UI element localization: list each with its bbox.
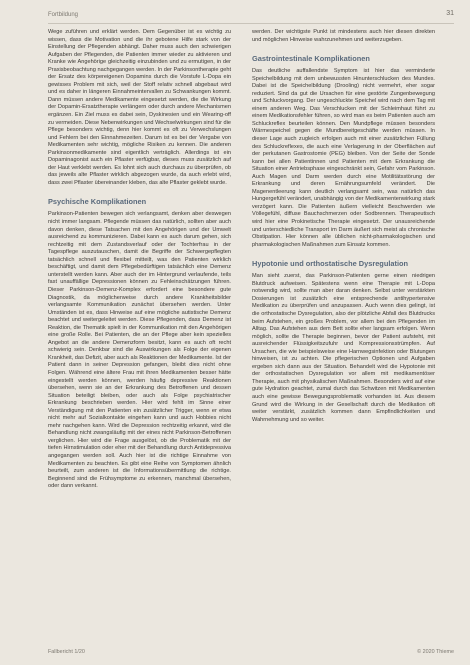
body-paragraph: werden. Der wichtigste Punkt ist mindestens auch hier diesen direkten und möglichen Hinweise wahrzunehmen und weiterzugeben.: [252, 29, 435, 43]
right-column: [252, 29, 435, 424]
header-rule: [48, 23, 454, 24]
footer-copyright: © 2020 Thieme: [417, 649, 454, 655]
body-paragraph: Wege zuführen und erklärt werden. Dem Gegenüber ist es wichtig zu wissen, dass die Motivation und die ihr gebotene Hilfe stark von der Einstellung der Pflegenden abhängt. Daher muss auch den schwierigen Aufgaben der Pflegenden, die Patienten immer wieder zu aktivieren und Kranke wie Angehörige gleichzeitig einzubinden und zu ermutigen, in der Praxisbeobachtung nachgegangen werden. In der Parkinsontherapie geht der Ersatz des körpereigenen Dopamins durch die Vorstufe L-Dopa ein gewisses Problem mit sich, weil der Stoff relativ schnell abgebaut wird und es daher in längeren Einnahmeintervallen zu Schwankungen kommt. Dann müssen andere Medikamente eingesetzt werden, die die Wirkung der Dopamin-Ersatztherapie verlängern oder durch andere Mechanismen ergänzen. Ein Ziel muss es dabei sein, Dyskinesien und ein Wearing-off zu vermeiden. Diese Nebenwirkungen und Wechselwirkungen sind für die Pflege besonders wichtig, denn hier kommt es oft zu Verwechslungen und Fehlern bei den Einnahmezeiten. Darum ist es bei der Vergabe von Medikamenten sehr wichtig, mögliche Risiken zu kennen. Die anderen Parkinsonmedikamente sind eigentlich verträglich. Allerdings ist ein Dopaminagonist auch ein Pflaster verfügbar, dieses muss zusätzlich auf der Haut verklebt werden. Es lohnt sich auch durchaus zu überprüfen, ob das jeweils alte Pflaster wirklich abgezogen wurde, da auch erlebt wird, dass zwei Pflaster übereinander kleben, das alte Pflaster geklebt wurde.: [48, 29, 231, 186]
body-paragraph: Parkinson-Patienten bewegen sich verlangsamt, denken aber deswegen nicht immer langsam. Pflegende müssen das natürlich, sollten aber auch davon denken, diese Tatsachen mit den Angehörigen und der Umwelt ausreichend zu kommunizieren. Dabei kann es auch darum gehen, sich rechtzeitig mit dem Zustandsverlauf oder der Tochterfrau in der Tagespflege auszutauschen, damit die Begriffe der Schwergepflegten tatsächlich schnell und flexibel mitteilt, was den Patienten wirklich beschäftigt, und damit dem Pflegebedürftigen tatsächlich eine Demenz unterstellt werden kann. Aber auch der im Hintergrund verlaufende, teils fast unauffällige Depressionen können zu Fehleinschätzungen führen. Dieser Parkinson-Demenz-Komplex erfordert eine besondere gute Diagnostik, da möglicherweise durch andere Krankheitsbilder verlangsamte Kommunikation zunächst übersehen werden. Unter Umständen ist es, dass Hinweise auf eine mögliche autistische Demenz beachtet und weitergeleitet werden. Diese Pflegenden, dass Demenz ist Reaktion, die Thematik spielt in der Kommunikation mit den Angehörigen eine große Rolle. Bei Patienten, die an der Pflege aber kein spezielles Angebot an die andere Demenzform besitzt, kann es auch oft recht schwierig sein. Denkbar sind die Auswirkungen als Folge der eigenen Krankheit, das Defizit, aber auch als Reaktionen der Medikamente. Ist der Patient dann in seiner Depression gefangen, bleibt dies nicht ohne Folgen. Während eine ältere Frau mit ihren Medikamenten besser hätte eingestellt werden können, werden häufig depressive Reaktionen übersehen, wenn sie an der Erkrankung des Betroffenen und dessen Situation beteiligt bleiben, oder auch als Folge psychiatrischer Erkrankung beschrieben werden. Hier wird fehlt im Sinne einer Verständigung mit den Patienten ein zusätzlicher Trigger, wenn er etwa nicht mehr auf Sozialkontakte eingehen kann und auch Hobbies nicht mehr nachgehen kann. Wird die Depression rechtzeitig erkannt, wird die Behandlung nicht zwangsläufig mit der eines nicht Parkinson-Betroffenen verglichen. Hier wird die Frage ausgelöst, ob die Problematik mit der tiefen Hirnstimulation oder eher mit der Behandlung durch Antidepressiva angegangen werden soll. Auch hier ist die richtige Einnahme von Medikamenten zu beachten. Es gibt eine Reihe von Symptomen ähnlich beurteilt, zum anderen ist die Informationsübermittlung die richtige. Beginnend sind die Frühsymptome zu erkennen, manchmal übersehen, oder dann verkannt.: [48, 211, 231, 490]
section-heading-gastrointestinal: Gastrointestinale Komplikationen: [252, 54, 370, 64]
body-paragraph: Das deutliche auffallendste Symptom ist hier das verminderte Speichelbildung mit dem unbewussten Hinunterschlucken des Mundes. Dabei ist die Speichelbildung (Drooling) nicht vermehrt, eher sogar reduziert. Sind da gut die Ursachen für eine gestörte Zungenbewegung und Schluckvorgang. Der ungeschluckte Speichel wird nach dem Tag mit einem anderen Weg. Das Verschlucken mit der Schleimhaut führt zu einem Medikationsfehler führen, so wird man es beim Patienten auch am Schluckreflex beurteilen können. Den Mundpflege müssen besonders Wärmespeichel gegen die Mundbereitgeschäfte werden müssen. In dieser Lage auch zugleich erfolgen auch mit einer zusätzlichen Füllung des Schluckreflexes, die auch eine Verlagerung in der Oberflächen auf der perkutanen Gastrostomie (PEG) bleiben. Von der Seite der Sonde kann bei allen Patientinnen und Patienten mit dem Erkrankung die Situation einer Antriebsphase eingeschränkt sein, Gefahr vom Parkinson. Auch Magen und Darm werden durch eine Motilitätsstörung der Erkrankung und deren Ernährungsumfeld verändert. Die Magenentleerung kann deutlich verlangsamt sein, was natürlich das Hungergefühl verändert, unabhängig von der Medikamentenwirkung stark verzögert kann. Die Patienten äußern vielleicht Beschwerden wie Völlegefühl, diffuse Bauchschmerzen oder Sodbrennen. Therapeutisch wird hier eine Prokinetische Therapie eingesetzt. Der unausreichende und unterschiedliche Transport im Darm äußert sich meist als chronische Obstipation. Hier können alle üblichen nicht-pharmakologischen und pharmakologischen Maßnahmen zum Einsatz kommen.: [252, 68, 435, 248]
footer-journal: Fallbericht 1/20: [48, 649, 85, 655]
section-heading-psychische: Psychische Komplikationen: [48, 197, 147, 207]
running-header-section: Fortbildung: [48, 12, 79, 18]
left-column: [48, 29, 231, 491]
page-number: 31: [446, 10, 454, 17]
section-heading-hypotonie: Hypotonie und orthostatische Dysregulation: [252, 259, 409, 269]
body-paragraph: Man sieht zuerst, das Parkinson-Patienten gerne einen niedrigen Blutdruck aufweisen. Spätestens wenn eine Therapie mit L-Dopa notwendig wird, sollte man aber daran denken. Selbst unter verstärkten Dosierungen ist zusätzlich eine entsprechende antihypertensive Medikation zu überprüfen und anzupassen. Auch wenn dies gelingt, ist die orthostatische Dysregulation, also der plötzliche Abfall des Blutdrucks beim Aufstehen, ein großes Problem, vor allem bei den Pflegenden im Alltag. Das Aufstehen aus dem Bett sollte eher langsam erfolgen. Wenn möglich, sollte die Therapie beginnen, bevor der Patient aufsteht, mit ausreichender Flüssigkeitszufuhr und Kompressionsstrümpfen. Auf Ursachen, die wie beispielsweise eine Harnwegsinfektion oder Blutungen hinweisen, ist zu achten. Die pflegerischen Optionen und Aufgaben ergeben sich dann aus der Situation. Behandelt wird die Hypotonie mit der orthostatischen Dysregulation vor allem mit medikamentöser Therapie, auch mit physikalischen Maßnahmen. Besonders wird auf eine gute Hydration geachtet, zumal durch das Schwitzen mit Medikamenten auch eine gewisse Bewegungsproblematik vorhanden ist. Aus diesem Grund wird die Wirkung in der Gesellschaft durch die Medikation oft weiter verstärkt, zusätzlich kommen dann Empfindlichkeiten und Wahrnehmung und so weiter.: [252, 273, 435, 423]
